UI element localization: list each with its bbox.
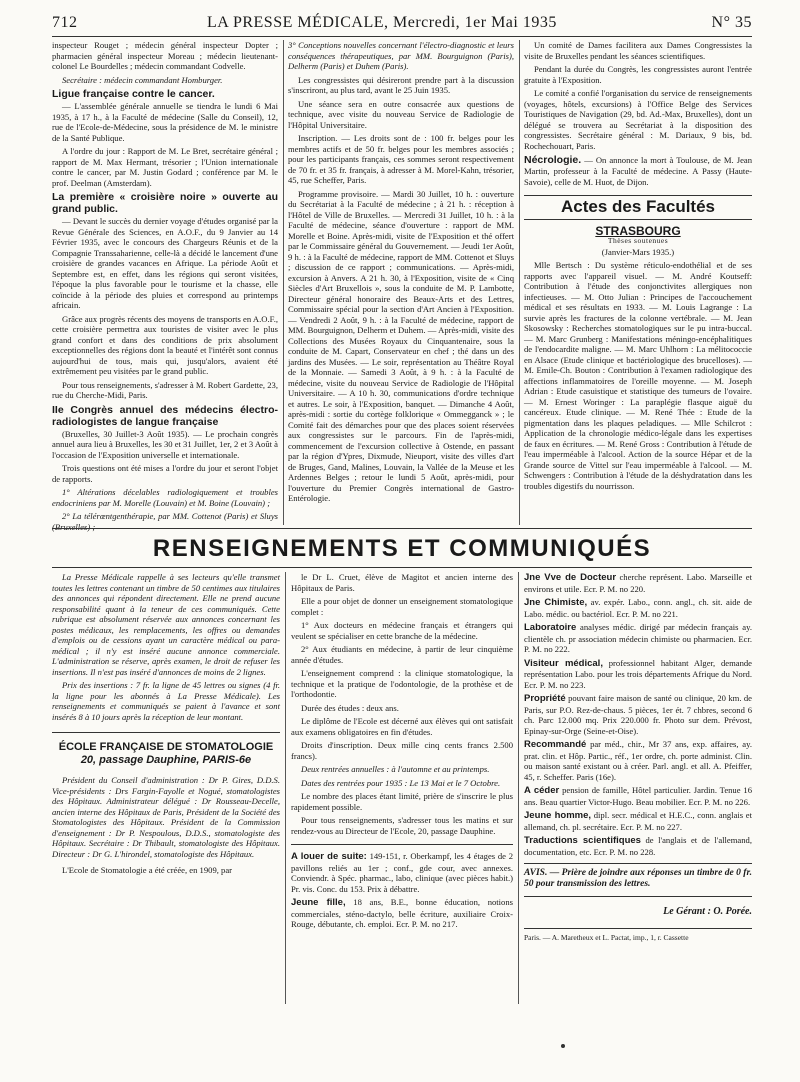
ad-title: A louer de suite: [291,851,367,862]
ad-title: Laboratoire [524,622,577,633]
ad-text: pension de famille, Hôtel particulier. Jardin. Tenue 16 ans. Beau quartier Victor-Hugo. Beau mobilier. Ecr. P. M. no 226. [524,785,752,807]
ad-title: Traductions scientifiques [524,835,641,846]
ecole-staff: Président du Conseil d'administration : Dr P. Gires, D.D.S. Vice-présidents : Drs Fargin-Fayolle et Nogué, stomatologistes des Hôpitaux. Administrateur délégué : Dr Rousseau-Decelle, ancien interne des Hôpitaux de Paris, Président de la Société des Stomatologistes des Hôpitaux. Président de la Commission d'enseignement : Dr P. Nespoulous, D.D.S., stomatologiste des Hôpitaux. Secrétaire : Dr Thibault, stomatologiste des Hôpitaux. Directeur : Dr G. L'hirondel, stomatologiste des Hôpitaux. [52,775,280,859]
section-rule [524,896,752,897]
theses-date: (Janvier-Mars 1935.) [601,246,675,257]
ad-text: dipl. secr. médical et H.E.C., conn. anglais et allemand, ch. pl. secrétaire. Ecr. P. M. no 227. [524,810,752,832]
paragraph: Dates des rentrées pour 1935 : Le 13 Mai et le 7 Octobre. [301,777,501,788]
paragraph: L'enseignement comprend : la clinique stomatologique, la technique et la pratique de l'odontologie, de la prothèse et de l'orthodontie. [291,668,513,699]
ad-text: pouvant faire maison de santé ou clinique, 20 km. de Paris, sur P.O. Rez-de-chaus. 5 pièces, 1er ét. 7 chbres, second 6 ch. Parc 12.000 mq. Prix 220.000 fr. Photo sur dem. Prévost, Epinay-sur-Orge (Seine-et-Oise). [524,693,752,736]
ad-text: 149-151, r. Oberkampf, les 4 étages de 2 pavillons reliés au 1er ; conf., gde cour, avec annexes. Conviendr. à Spéc. pharmac., labo, clinique (avec pièces habit.) Pr. vis. Conc. du 153. Prix à débattre. [291,851,514,894]
avis-notice: AVIS. — Prière de joindre aux réponses un timbre de 0 fr. 50 pour transmission des lettres. [524,868,752,889]
page-header [52,14,752,32]
section-heading: La première « croisière noire » ouverte au grand public. [52,191,278,215]
issue-number: N° 35 [711,14,752,31]
section-heading: Nécrologie. [524,154,582,166]
column-divider [518,572,519,1004]
paragraph: Un comité de Dames facilitera aux Dames Congressistes la visite de Bruxelles pendant les séances scientifiques. [524,40,752,61]
classified-ad [524,835,752,857]
classified-ad [524,572,752,594]
section-rule [524,863,752,864]
paragraph: (Bruxelles, 30 Juillet-3 Août 1935). — Le prochain congrès annuel aura lieu à Bruxelles, les 30 et 31 Juillet, 1er, 2 et 3 Août à l'occasion de l'Exposition universelle et internationale. [52,428,278,460]
paragraph: — On annonce la mort à Toulouse, de M. Jean Martin, professeur à la Faculté de médecine. A Passy (Haute-Savoie), celle de M. Huot, de Dijon. [524,155,752,187]
paragraph: Durée des études : deux ans. [301,702,399,713]
section-rule [291,844,513,845]
paragraph: Droits d'inscription. Deux mille cinq cents francs 2.500 francs). [291,740,513,761]
header-rule [52,36,752,37]
ad-title: Jne Chimiste, [524,597,588,608]
section-rule [52,732,280,733]
imprimeur-line: Paris. — A. Maretheux et L. Pactat, imp., 1, r. Cassette [524,932,689,942]
bottom-column-3 [524,572,752,943]
paragraph: Trois questions ont été mises a l'ordre du jour et seront l'objet de rapports. [52,463,278,484]
classified-ad [291,897,513,930]
paragraph: A l'ordre du jour : Rapport de M. Le Bret, secrétaire général ; rapport de M. Max Hermant, trésorier ; l'Union internationale contre le cancer, par M. Justin Godard ; conférence par M. le prof. Deelman (Amsterdam). [52,146,278,188]
ad-text: 18 ans, B.E., bonne éducation, notions commerciales, sténo-dactylo, belle écriture, auxiliaire Croix-Rouge, débutante, ch. emploi. Ecr. P. M. no 217. [291,897,513,929]
paragraph: — Devant le succès du dernier voyage d'études organisé par la Revue Générale des Sciences, en A.O.F., du 9 Janvier au 14 Février 1935, avec le concours des Chargeurs Réunis et de la Compagnie Transsaharienne, celle-là a décidé le lancement d'une croisière de grandes vacances en Afrique. La période Août et Septembre est, en effet, dans les régions qui seront visitées, l'époque la plus favorable pour le tourisme et la chasse, elle coïncide à la période des pluies et correspond au printemps africain. [52,216,278,310]
actes-facultes-heading: Actes des Facultés [560,197,715,216]
ad-text: analyses médic. dirigé par médecin français ay. clientèle ch. pr association médecin chimiste ou pharmacien. Ecr. P. M. no 222. [524,622,752,654]
classified-ad [291,851,513,894]
classified-ad [524,810,752,832]
paragraph: Secrétaire : médecin commandant Homburger. [62,74,223,85]
paragraph: Prix des insertions : 7 fr. la ligne de 45 lettres ou signes (4 fr. la ligne pour les abonnés à La Presse Médicale). Les renseignements et communiqués se paient à l'avance et sont insérés 8 à 10 jours après la réception de leur montant. [52,680,280,722]
paragraph: 3° Conceptions nouvelles concernant l'électro-diagnostic et leurs conséquences thérapeutiques, par MM. Bourguignon (Paris), Delherm (Paris) et Duhem (Paris). [288,40,514,71]
ecole-address: 20, passage Dauphine, PARIS-6e [80,754,252,766]
ad-title: Recommandé [524,739,587,750]
paragraph: Deux rentrées annuelles : à l'automne et au printemps. [301,764,490,774]
ad-title: Propriété [524,693,566,704]
ecole-title: ÉCOLE FRANÇAISE DE STOMATOLOGIE [58,741,274,753]
paragraph: 2° La télérœntgenthérapie, par MM. Cottenot (Paris) et Sluys (Bruxelles) ; [52,511,278,532]
ad-text: cherche représent. Labo. Marseille et environs et utile. Ecr. P. M. no 220. [524,572,752,594]
section-heading: Ligue française contre le cancer. [52,88,215,100]
classified-ad [524,622,752,655]
section-rule [52,528,752,529]
paragraph: Pendant la durée du Congrès, les congressistes auront l'entrée gratuite à l'Exposition. [524,64,752,85]
gerant-signature: Le Gérant : O. Porée. [663,906,752,917]
page-speck [561,1044,565,1048]
ad-text: av. expér. Labo., conn. angl., ch. sit. aide de Labo. médic. ou bactériol. Ecr. P. M. no 221. [524,597,752,619]
paragraph: Elle a pour objet de donner un enseignement stomatologique complet : [291,596,513,617]
column-divider [283,40,284,525]
paragraph: le Dr L. Cruet, élève de Magitot et ancien interne des Hôpitaux de Paris. [291,572,513,593]
ad-title: A céder [524,785,560,796]
paragraph: La Presse Médicale rappelle à ses lecteurs qu'elle transmet toutes les lettres contenant un timbre de 50 centimes aux titulaires des annonces qui répondent directement. Elle ne prend aucune responsabilité quant à la teneur de ces communiqués. Cette rubrique est absolument réservée aux annonces concernant les postes médicaux, les remplacements, les offres ou demandes d'emplois ou de cessions ayant un caractère médical ou para-médical ; il n'y est inséré aucune annonce commerciale. L'administration se réserve, après examen, le droit de refuser les insertions. Il n'est pas inséré d'annonces de moins de 2 lignes. [52,572,280,677]
faculty-name: STRASBOURG [595,223,681,238]
top-column-3 [524,40,752,494]
classified-ad [524,658,752,691]
classified-ads-list [524,572,752,857]
ad-title: Jne Vve de Docteur [524,572,617,583]
paragraph: Les congressistes qui désireront prendre part à la discussion s'inscriront, au plus tard, avant le 25 Juin 1935. [288,74,514,95]
renseignements-banner: RENSEIGNEMENTS ET COMMUNIQUÉS [152,535,652,562]
page-number: 712 [52,14,78,31]
paragraph: Le diplôme de l'Ecole est décerné aux élèves qui ont satisfait aux examens obligatoires en fin d'études. [291,716,513,737]
paragraph: L'Ecole de Stomatologie a été créée, en 1909, par [62,865,233,875]
section-rule [524,195,752,196]
bottom-column-2 [291,572,513,933]
paragraph: Une séance sera en outre consacrée aux questions de technique, avec visite du nouveau Service de Radiologie de l'Hôpital Universitaire. [288,98,514,130]
classified-ad [524,597,752,619]
paragraph: Grâce aux progrès récents des moyens de transports en A.O.F., cette croisière permettra aux touristes de visiter avec le plus grand confort et dans des conditions de prix absolument exceptionnelles des régions dont la beauté et l'intérêt sont connus aujourd'hui de tous, mais qui, jusqu'alors, avaient été extrêmement peu visitées par le grand public. [52,313,278,376]
column-divider [285,572,286,1004]
classified-ad [524,693,752,736]
ad-title: Jeune fille, [291,897,346,908]
paragraph: Programme provisoire. — Mardi 30 Juillet, 10 h. : ouverture du Secrétariat à la Faculté de médecine ; à 21 h. : réception à l'Hôtel de Ville de Bruxelles. — Mercredi 31 Juillet, 10 h. : à la Faculté de médecine, séance d'ouverture : rapport de MM. Morelle et Boine. Après-midi, visite de l'Exposition et thé offert par le Commissaire général du Gouvernement. — Jeudi 1er Août, 9 h. : à la Faculté de médecine, rapport de MM. Cottenot et Sluys ; discussion de ce rapport ; communications. — Après-midi, excursion à Anvers. A 21 h. 30, à l'Exposition, visite de « Cinq Siècles d'Art Bruxellois », sous la conduite de M. P. Lambotte, Directeur général honoraire des Beaux-Arts et des Lettres, Commissaire spécial pour la section d'Art Ancien à l'Exposition. — Vendredi 2 Août, 9 h. : à la Faculté de médecine, rapport de MM. Bourguignon, Delherm et Duhem. — Après-midi, visite des Collections des Musées Royaux du Cinquantenaire, sous la conduite de M. Capart, Conservateur en chef ; thé dans un des jardins des Musées. — Le soir, représentation au Théâtre Royal de la Monnaie. — Samedi 3 Août, à 9 h. : à la Faculté de médecine, visite du nouveau Service de Radiologie de l'Hôpital Universitaire. — A 10 h. 30, communications d'ordre technique et autres. Le soir, à l'Exposition, banquet. — Dimanche 4 Août, après-midi : sortie du cortège folklorique « Ommegganck » ; le Comité fait des démarches pour que des places soient réservées aux congressistes sur le parcours. Fin de l'après-midi, commencement de l'excursion collective à Ostende, en passant par la région d'Ypres, Dixmude, Nieuport, visite des villes d'art de Bruges, Gand, Malines, Louvain, la Vallée de la Meuse et les Ardennes Belges ; retour le lundi 5 Août, après-midi, pour l'ouverture du Premier Congrès international de Gastro-Entérologie. [288,188,514,503]
paragraph: Le nombre des places étant limité, prière de s'inscrire le plus rapidement possible. [291,791,513,812]
paragraph: 1° Altérations décelables radiologiquement et troubles endocriniens par M. Morelle (Louvain) et M. Boine (Louvain) ; [52,487,278,508]
paragraph: Pour tous renseignements, s'adresser à M. Robert Gardette, 23, rue du Cherche-Midi, Paris. [52,379,278,400]
journal-title: LA PRESSE MÉDICALE, Mercredi, 1er Mai 1935 [207,14,557,31]
paragraph: — L'assemblée générale annuelle se tiendra le lundi 6 Mai 1935, à 17 h., à la Faculté de médecine (Salle du Conseil), 12, rue de l'Ecole-de-Médecine, sous la présidence de M. le ministre de la Santé Publique. [52,101,278,143]
ad-text: de l'anglais et de l'allemand, documentation, etc. Ecr. P. M. no 228. [524,835,752,857]
bottom-column-1 [52,572,280,879]
paragraph: Inscription. — Les droits sont de : 100 fr. belges pour les membres actifs et de 50 fr. belges pour les membres associés ; pour les participants français, ces sommes seront respectivement de 70 fr. et 35 fr. français, à adresser à M. Morel-Kahn, trésorier, 45, rue Scheffer, Paris. [288,133,514,185]
section-heading: IIe Congrès annuel des médecins électro-radiologistes de langue française [52,403,278,428]
classified-ad [524,785,752,807]
theses-list: Mlle Bertsch : Du système réticulo-endothélial et de ses rapports avec l'appareil visuel. — M. André Koutseff: Contribution à l'étude des conjonctivites allergiques non infectieuses. — M. Otto Julian : Principes de l'accouchement médical et ses résultats en 1933. — M. Louis Lagrange : La survie après les fractures de la colonne vertébrale. — M. Jean Skosowsky : Recherches stomatologiques sur le pu intra-buccal. — M. Marc Grunberg : Manifestations méningo-encéphalitiques de l'endocardite maligne. — M. Marc Uhlhorn : La mélitococcie en Alsace (Etude clinique et bactériologique des brucelloses). — M. Emile-Ch. Bouton : Contribution à l'examen radiologique des affections inflammatoires de l'oreille moyenne. — M. Joseph Adrian : Etude casuistique et statistique des tumeurs de l'ovaire. — M. Ernest Woringer : La paraplégie flasque aiguë du cancéreux. Etude clinique. — M. René Thée : Etude de la pigmentation dans les plaques peladiques. — Mlle Schilcrot : Application de la chronologie médico-légale dans les expertises de faux en écritures. — M. René Gross : Contribution à l'étude de l'eau imperméable à l'alcool. Action de la source Hépar et de la Grande source de Vittel sur l'eau imperméable à l'alcool. — M. Schwengers : Contribution à l'étude de la déshydratation dans les troubles digestifs du nourrisson. [524,260,752,491]
ad-title: Visiteur médical, [524,657,603,669]
section-rule [524,928,752,929]
column-divider [519,40,520,525]
classified-ad [524,739,752,782]
theses-label: Thèses soutenues [607,236,669,245]
ad-title: Jeune homme, [524,810,592,821]
ad-text: par méd., chir., Mr 37 ans, exp. affaires, ay. prat. clin. et Hôp. Partic., réf., 1er ordre, ch. porte administ. Clin. ou maison santé existant ou à créer. Parl. angl. et all. A. Pfeiffer, 45, r. Scheffer. Paris (16e). [524,739,752,782]
banner-rule [52,567,752,568]
top-column-1 [52,40,278,535]
top-column-2 [288,40,514,507]
paragraph: Le comité a confié l'organisation du service de renseignements (voyages, hôtels, excursions) à l'Office Belge des Services Touristiques de Navigation (29, bd. Ad.-Max, Bruxelles), dont un délégué se trouvera au Secrétariat à la disposition des congressistes. Secrétaire général : M. Dariaux, 9 bis, bd. Rochechouart, Paris. [524,88,752,151]
paragraph: 2° Aux étudiants en médecine, à partir de leur cinquième année d'études. [291,644,513,665]
section-rule [524,219,752,220]
paragraph: 1° Aux docteurs en médecine français et étrangers qui veulent se spécialiser en cette branche de la médecine. [291,620,513,641]
paragraph: Pour tous renseignements, s'adresser tous les matins et sur rendez-vous au Directeur de l'Ecole, 20, passage Dauphine. [291,815,513,836]
paragraph: inspecteur Rouget ; médecin général inspecteur Dopter ; pharmacien général inspecteur Moreau ; médecin lieutenant-colonel Le Bourdelles ; médecin commandant Codvelle. [52,40,278,71]
ad-text: professionnel habitant Alger, demande représentation Labo. pour les trois départements Afrique du Nord. Ecr. P. M. no 223. [524,657,752,690]
